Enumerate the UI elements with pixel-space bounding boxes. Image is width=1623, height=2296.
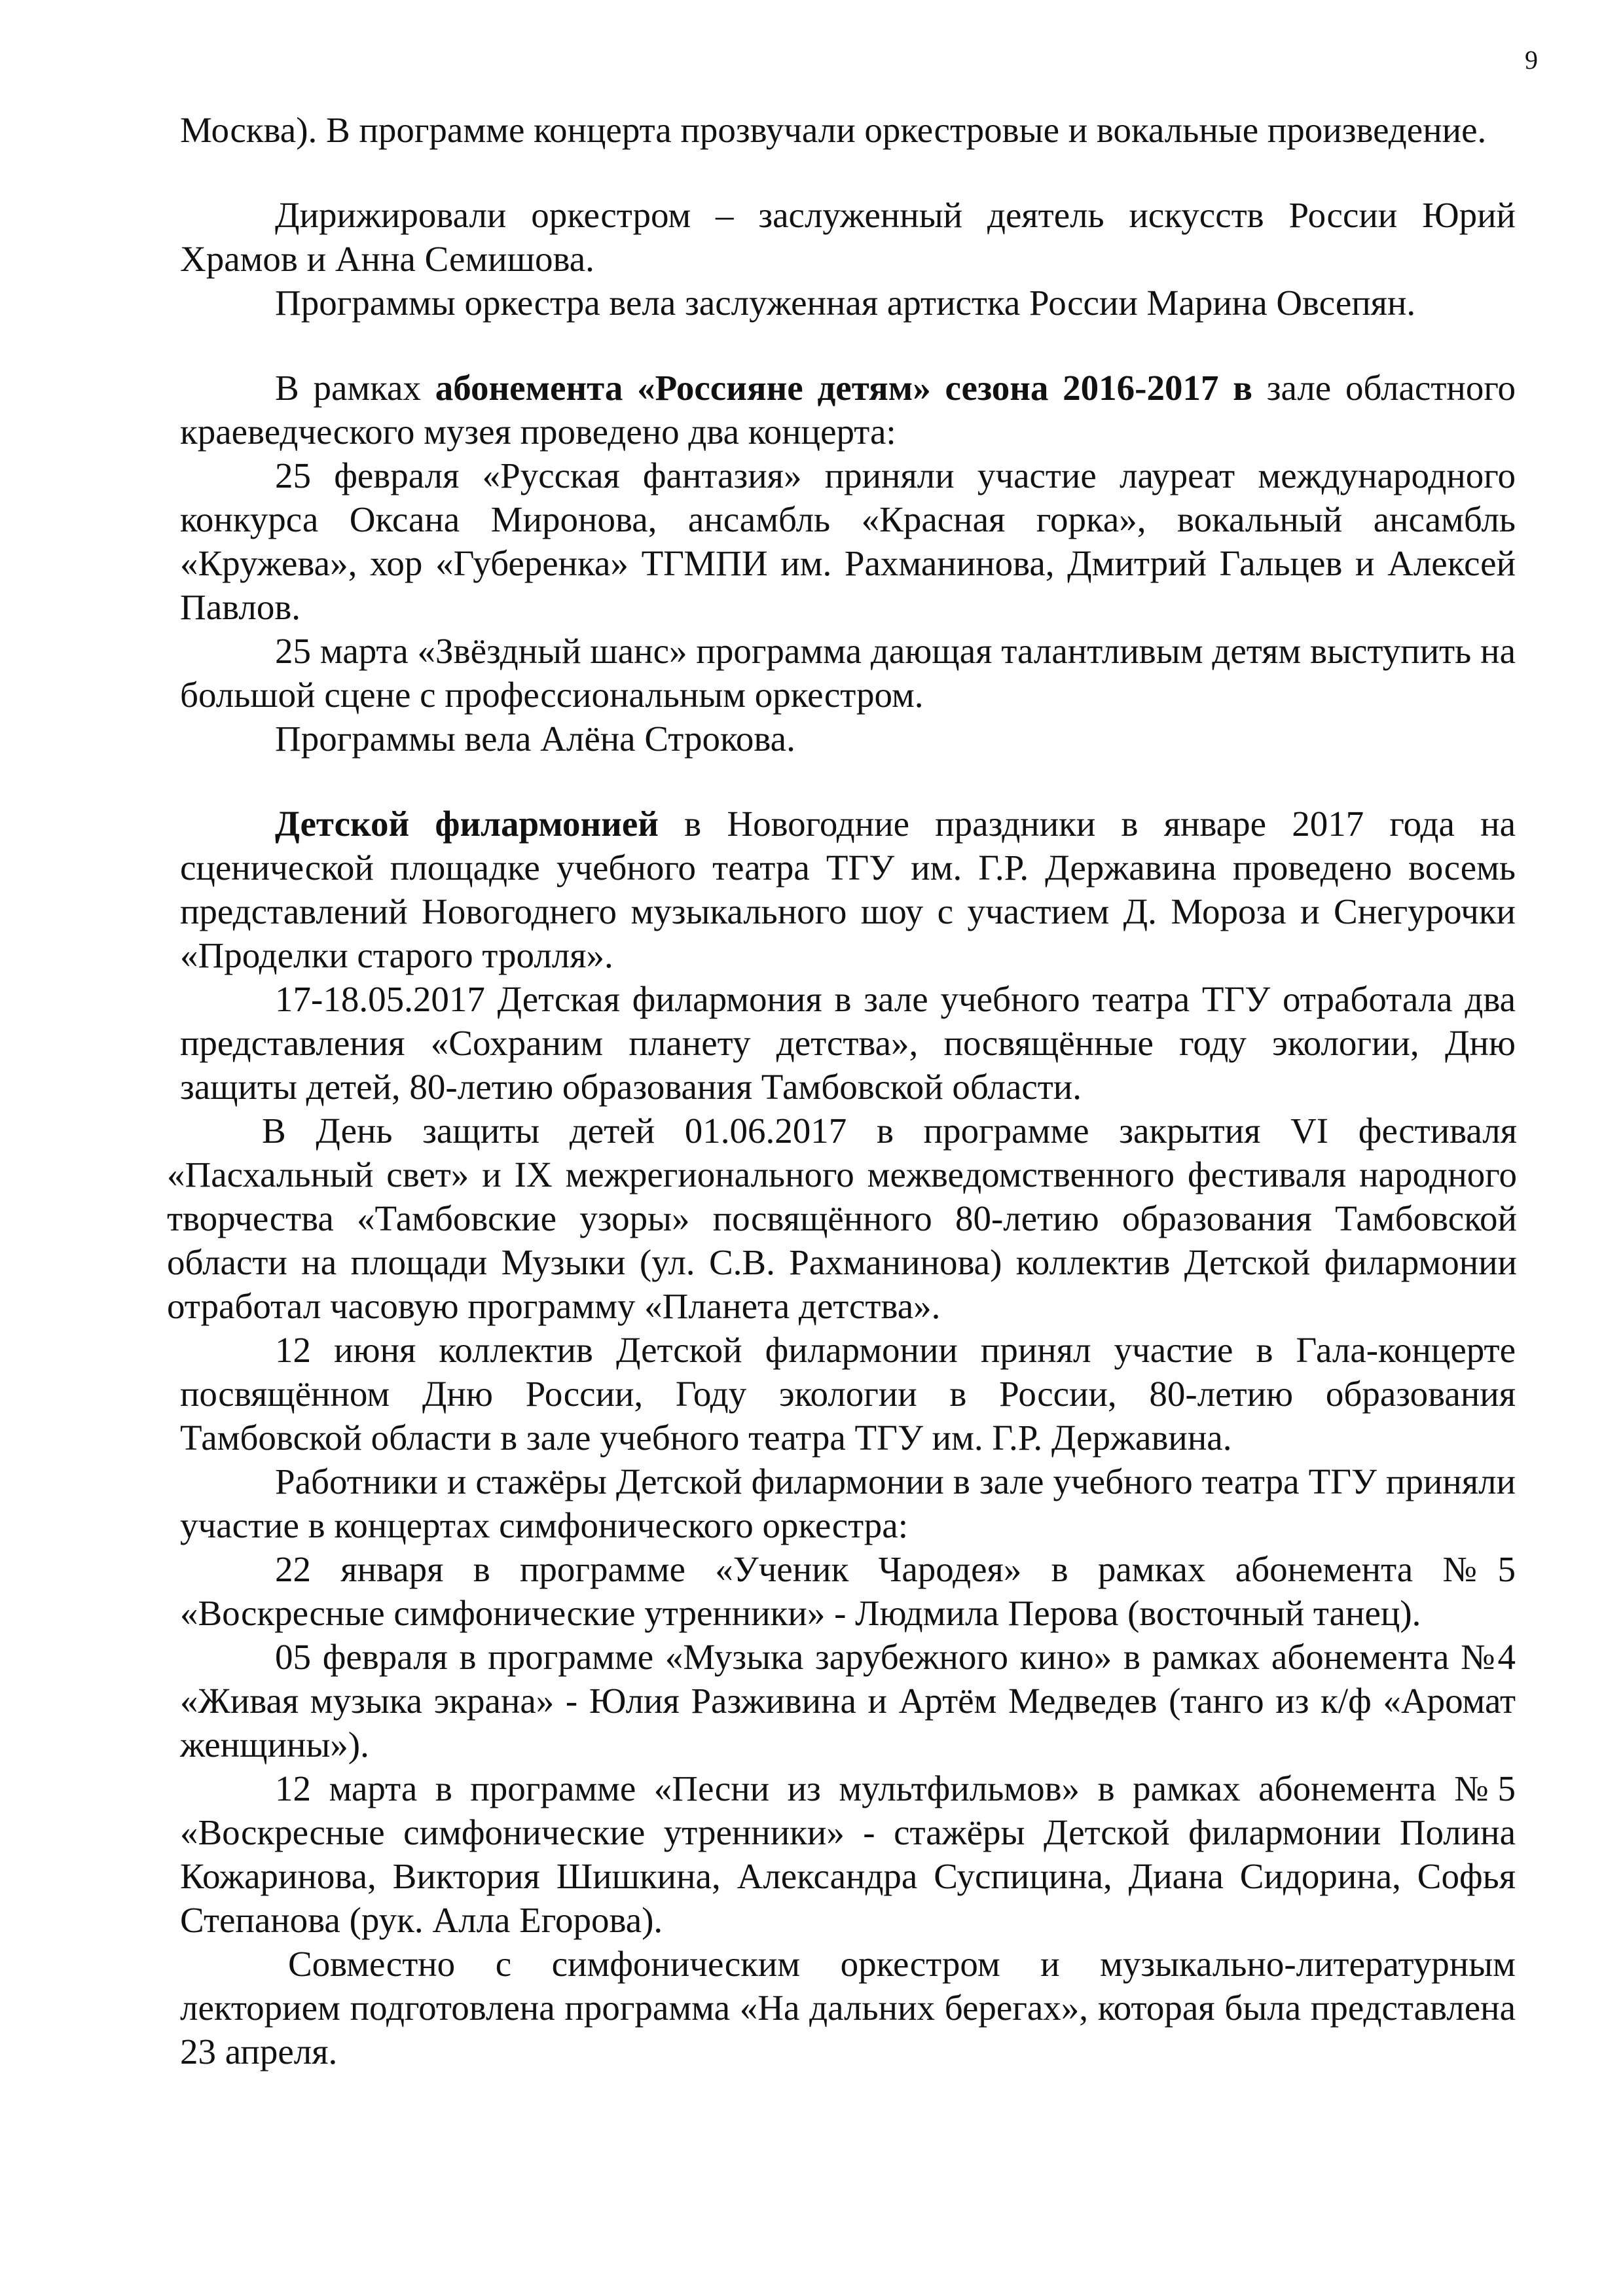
- bold-run: абонемента «Россияне детям» сезона 2016-2017 в: [435, 368, 1252, 408]
- paragraph-subscription: [180, 366, 1516, 454]
- paragraph: 12 марта в программе «Песни из мультфильмов» в рамках абонемента №5 «Воскресные симфонические утренники» - стажёры Детской филармонии Полина Кожаринова, Виктория Шишкина, Александра Суспицина, Диана Сидорина, Софья Степанова (рук. Алла Егорова).: [180, 1768, 1516, 1940]
- paragraph-children-philharmonic: [180, 802, 1516, 977]
- text-run: зале областного краеведческого музея проведено два концерта:: [180, 368, 1516, 452]
- text-run: в Новогодние праздники в январе 2017 года на сценической площадке учебного театра ТГУ им. Г.Р. Державина проведено восемь представлений Новогоднего музыкального шоу с участием Д. Мороза и Снегурочки «Проделки старого тролля».: [180, 804, 1516, 975]
- bold-run: Детской филармонией: [275, 804, 659, 844]
- paragraph: 25 февраля «Русская фантазия» приняли участие лауреат международного конкурса Оксана Миронова, ансамбль «Красная горка», вокальный ансамбль «Кружева», хор «Губеренка» ТГМПИ им. Рахманинова, Дмитрий Гальцев и Алексей Павлов.: [180, 456, 1516, 627]
- paragraph: Работники и стажёры Детской филармонии в зале учебного театра ТГУ приняли участие в концертах симфонического оркестра:: [180, 1462, 1516, 1545]
- paragraph: В День защиты детей 01.06.2017 в программе закрытия VI фестиваля «Пасхальный свет» и IX межрегионального межведомственного фестиваля народного творчества «Тамбовские узоры» посвящённого 80-летию образования Тамбовской области на площади Музыки (ул. С.В. Рахманинова) коллектив Детской филармонии отработал часовую программу «Планета детства».: [167, 1111, 1517, 1326]
- paragraph: Москва). В программе концерта прозвучали оркестровые и вокальные произведение.: [180, 110, 1487, 150]
- paragraph: Программы вела Алёна Строкова.: [275, 719, 795, 759]
- paragraph: 25 марта «Звёздный шанс» программа дающая талантливым детям выступить на большой сцене с профессиональным оркестром.: [180, 631, 1516, 715]
- text-run: В рамках: [275, 368, 435, 408]
- paragraph: 22 января в программе «Ученик Чародея» в рамках абонемента №5 «Воскресные симфонические утренники» - Людмила Перова (восточный танец).: [180, 1549, 1516, 1633]
- document-body: [167, 108, 1517, 2073]
- paragraph: 17-18.05.2017 Детская филармония в зале учебного театра ТГУ отработала два представления «Сохраним планету детства», посвящённые году экологии, Дню защиты детей, 80-летию образования Тамбовской области.: [180, 979, 1516, 1107]
- paragraph: 12 июня коллектив Детской филармонии принял участие в Гала-концерте посвящённом Дню России, Году экологии в России, 80-летию образования Тамбовской области в зале учебного театра ТГУ им. Г.Р. Державина.: [180, 1330, 1516, 1458]
- page-number: 9: [1525, 45, 1538, 75]
- paragraph: Программы оркестра вела заслуженная артистка России Марина Овсепян.: [275, 283, 1416, 323]
- paragraph: 05 февраля в программе «Музыка зарубежного кино» в рамках абонемента №4 «Живая музыка экрана» - Юлия Разживина и Артём Медведев (танго из к/ф «Аромат женщины»).: [180, 1637, 1516, 1765]
- paragraph: Дирижировали оркестром – заслуженный деятель искусств России Юрий Храмов и Анна Семишова.: [180, 195, 1516, 279]
- paragraph: Совместно с симфоническим оркестром и музыкально-литературным лекторием подготовлена программа «На дальних берегах», которая была представлена 23 апреля.: [180, 1944, 1516, 2072]
